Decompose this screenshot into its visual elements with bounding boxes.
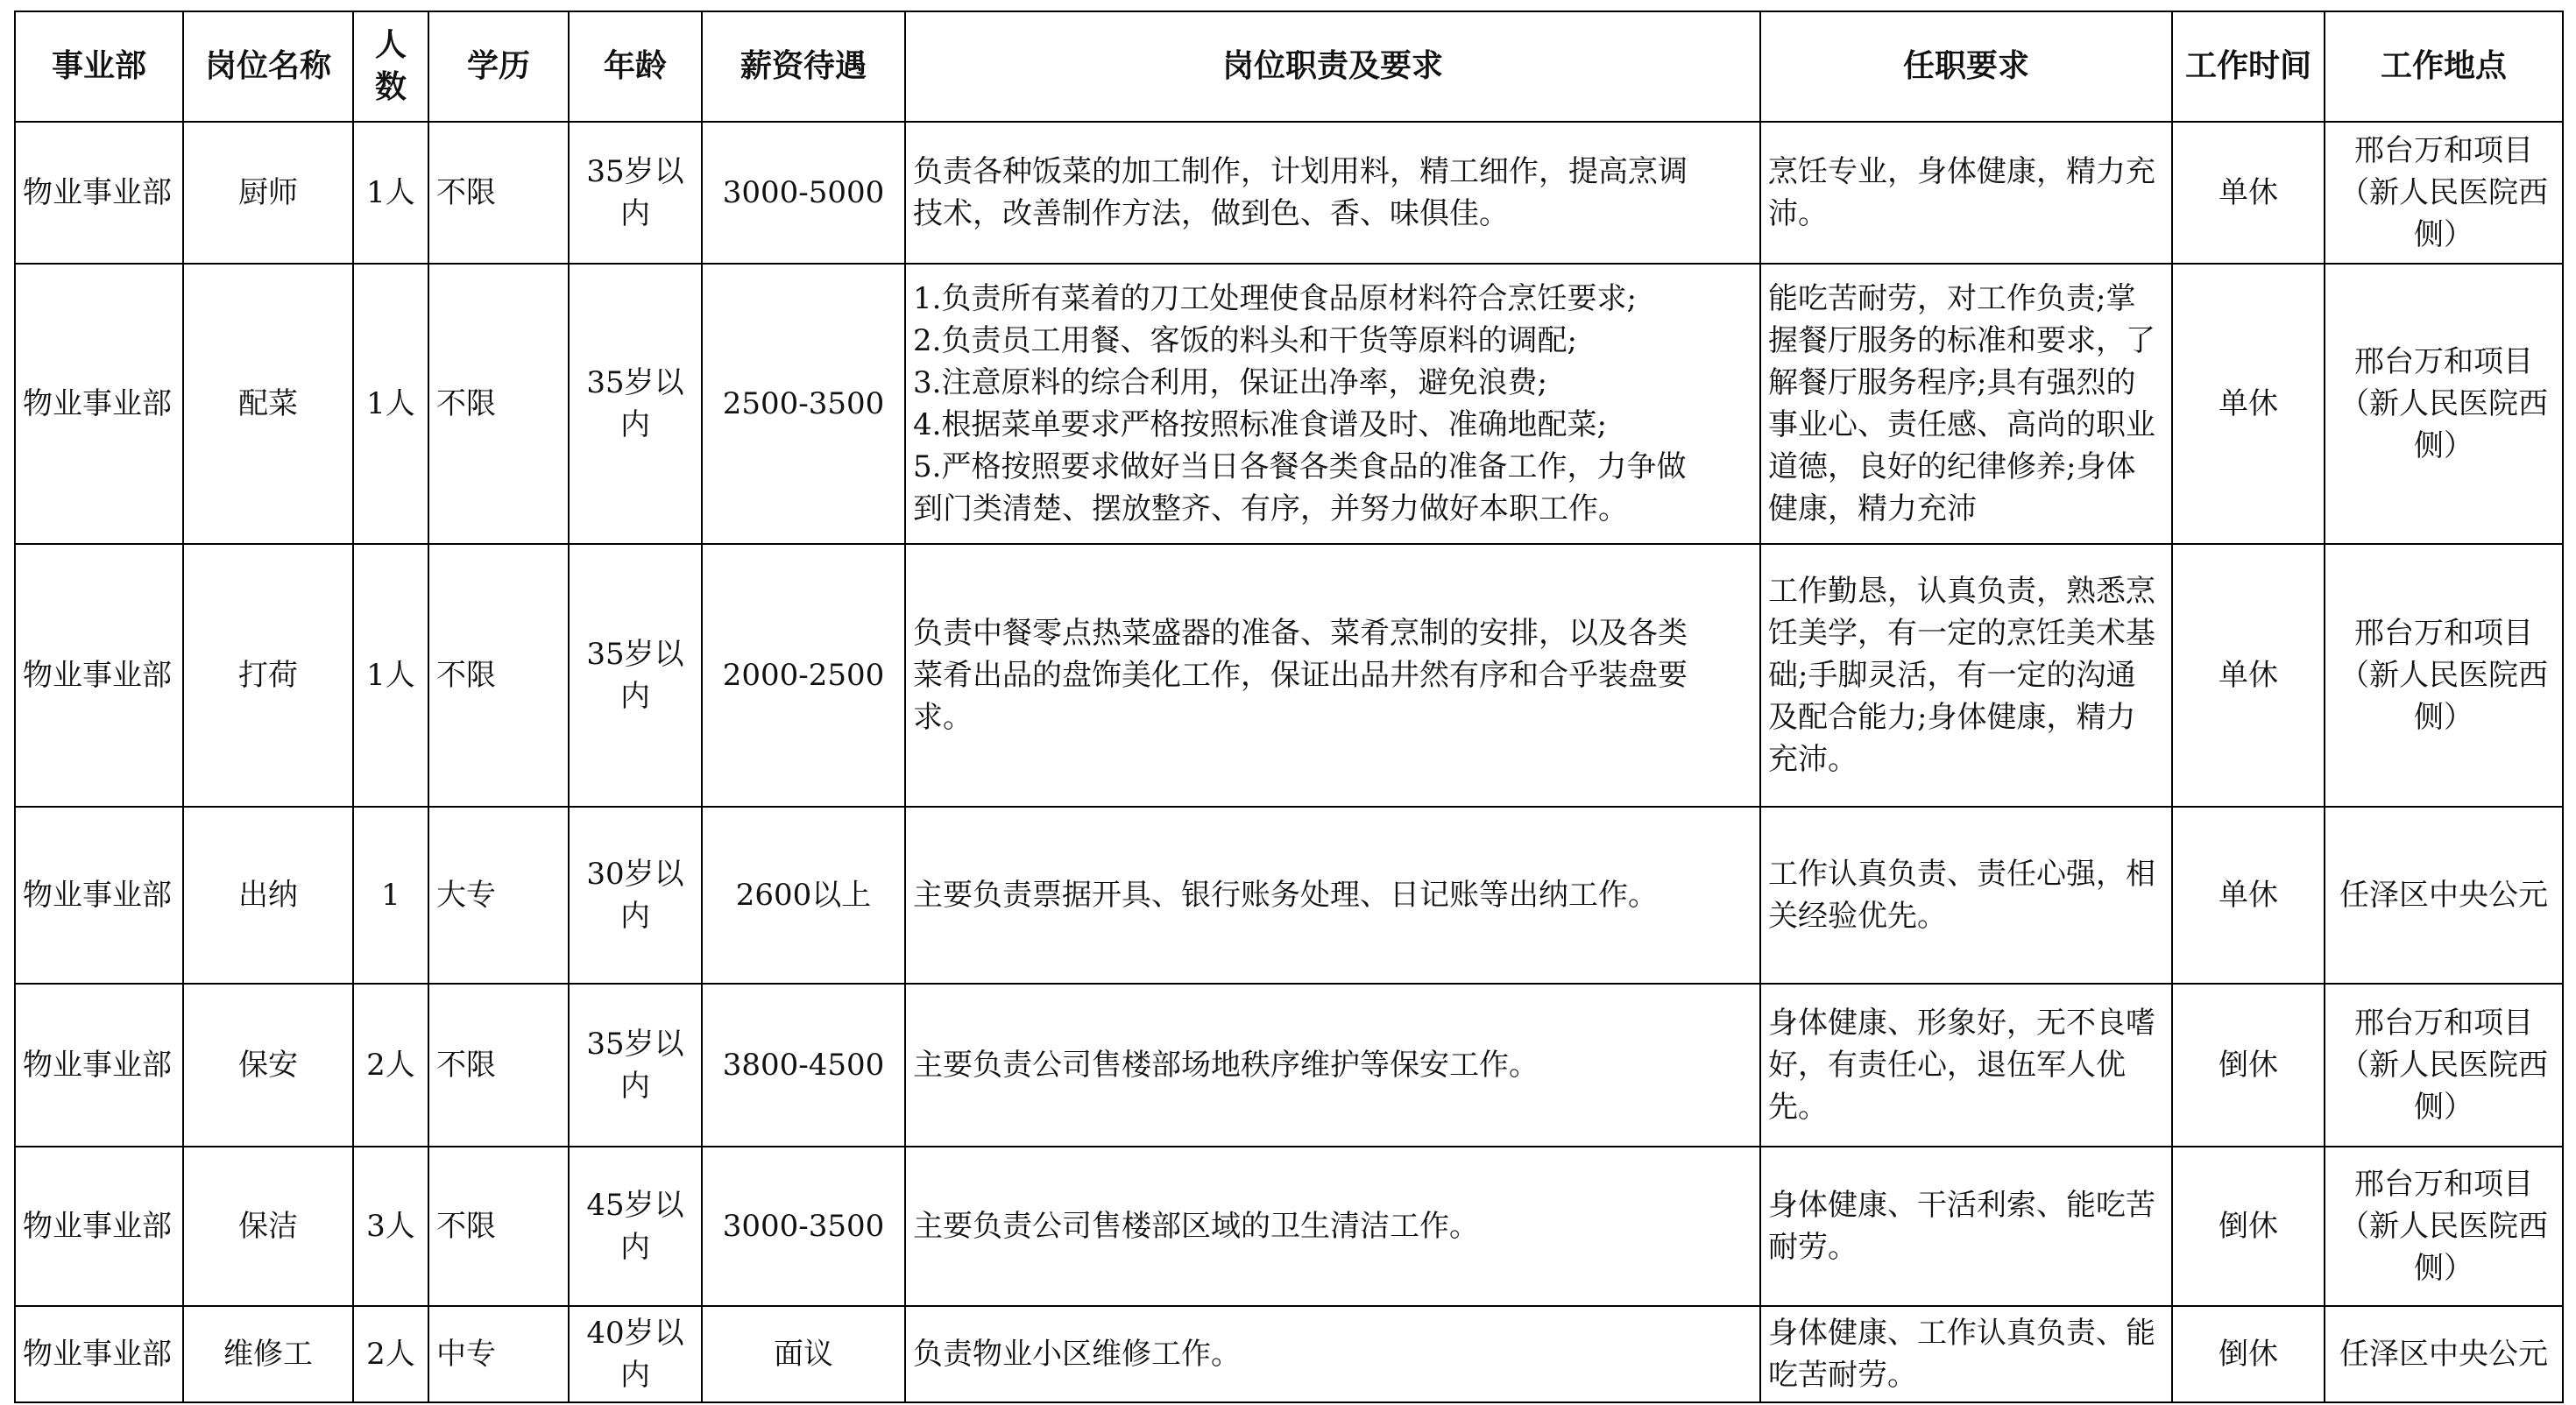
cell-location: 任泽区中央公元 xyxy=(2325,807,2563,984)
cell-education: 不限 xyxy=(428,122,569,264)
cell-age: 35岁以内 xyxy=(569,264,702,544)
cell-salary: 3000-5000 xyxy=(702,122,905,264)
cell-position: 配菜 xyxy=(183,264,353,544)
duty-line: 到门类清楚、摆放整齐、有序，并努力做好本职工作。 xyxy=(913,491,1628,526)
table-row xyxy=(15,807,2563,984)
cell-duties xyxy=(905,1147,1760,1306)
cell-schedule: 倒休 xyxy=(2172,1306,2325,1402)
table-row xyxy=(15,264,2563,544)
header-count: 人数 xyxy=(353,11,428,122)
duty-line: 主要负责票据开具、银行账务处理、日记账等出纳工作。 xyxy=(913,878,1658,913)
cell-duties xyxy=(905,122,1760,264)
cell-position: 保洁 xyxy=(183,1147,353,1306)
table-row xyxy=(15,984,2563,1147)
cell-position: 打荷 xyxy=(183,544,353,807)
cell-schedule: 单休 xyxy=(2172,544,2325,807)
cell-age: 45岁以内 xyxy=(569,1147,702,1306)
header-location: 工作地点 xyxy=(2325,11,2563,122)
cell-salary: 面议 xyxy=(702,1306,905,1402)
cell-count: 3人 xyxy=(353,1147,428,1306)
cell-schedule: 倒休 xyxy=(2172,984,2325,1147)
cell-dept: 物业事业部 xyxy=(15,122,183,264)
header-age: 年龄 xyxy=(569,11,702,122)
cell-schedule: 单休 xyxy=(2172,807,2325,984)
duty-line: 2.负责员工用餐、客饭的料头和干货等原料的调配; xyxy=(913,323,1577,358)
cell-duties xyxy=(905,544,1760,807)
cell-duties xyxy=(905,1306,1760,1402)
cell-age: 35岁以内 xyxy=(569,544,702,807)
cell-requirements: 身体健康、形象好，无不良嗜好，有责任心，退伍军人优先。 xyxy=(1760,984,2172,1147)
cell-location: 邢台万和项目（新人民医院西侧） xyxy=(2325,122,2563,264)
table-row xyxy=(15,544,2563,807)
cell-dept: 物业事业部 xyxy=(15,264,183,544)
cell-duties xyxy=(905,264,1760,544)
cell-position: 厨师 xyxy=(183,122,353,264)
cell-salary: 2600以上 xyxy=(702,807,905,984)
cell-location: 邢台万和项目（新人民医院西侧） xyxy=(2325,984,2563,1147)
cell-count: 2人 xyxy=(353,984,428,1147)
cell-count: 1人 xyxy=(353,544,428,807)
cell-duties xyxy=(905,984,1760,1147)
header-dept: 事业部 xyxy=(15,11,183,122)
header-position: 岗位名称 xyxy=(183,11,353,122)
cell-dept: 物业事业部 xyxy=(15,1306,183,1402)
duty-line: 主要负责公司售楼部区域的卫生清洁工作。 xyxy=(913,1209,1479,1244)
duty-line: 5.严格按照要求做好当日各餐各类食品的准备工作，力争做 xyxy=(913,449,1687,484)
cell-dept: 物业事业部 xyxy=(15,544,183,807)
duty-line: 1.负责所有菜着的刀工处理使食品原材料符合烹饪要求; xyxy=(913,281,1637,316)
duty-line: 3.注意原料的综合利用，保证出净率，避免浪费; xyxy=(913,365,1547,400)
cell-salary: 2500-3500 xyxy=(702,264,905,544)
cell-schedule: 倒休 xyxy=(2172,1147,2325,1306)
cell-position: 出纳 xyxy=(183,807,353,984)
cell-education: 不限 xyxy=(428,544,569,807)
recruitment-table xyxy=(14,11,2564,1403)
requirements-text: 能吃苦耐劳，对工作负责;掌握餐厅服务的标准和要求，了解餐厅服务程序;具有强烈的事业心、责任感、高尚的职业道德，良好的纪律修养;身体健康，精力充沛 xyxy=(1768,281,2155,526)
header-salary: 薪资待遇 xyxy=(702,11,905,122)
requirements-clip xyxy=(1768,267,2164,540)
cell-count: 2人 xyxy=(353,1306,428,1402)
cell-dept: 物业事业部 xyxy=(15,807,183,984)
cell-requirements: 烹饪专业，身体健康，精力充沛。 xyxy=(1760,122,2172,264)
duty-line: 求。 xyxy=(913,700,973,735)
cell-location: 邢台万和项目（新人民医院西侧） xyxy=(2325,1147,2563,1306)
cell-count: 1人 xyxy=(353,122,428,264)
header-duties: 岗位职责及要求 xyxy=(905,11,1760,122)
cell-position: 维修工 xyxy=(183,1306,353,1402)
cell-age: 35岁以内 xyxy=(569,122,702,264)
cell-education: 中专 xyxy=(428,1306,569,1402)
header-education: 学历 xyxy=(428,11,569,122)
cell-duties xyxy=(905,807,1760,984)
cell-schedule: 单休 xyxy=(2172,264,2325,544)
cell-salary: 3800-4500 xyxy=(702,984,905,1147)
cell-education: 不限 xyxy=(428,1147,569,1306)
cell-age: 30岁以内 xyxy=(569,807,702,984)
cell-age: 40岁以内 xyxy=(569,1306,702,1402)
duty-line: 负责各种饭菜的加工制作，计划用料，精工细作，提高烹调 xyxy=(913,154,1688,189)
duty-line: 负责中餐零点热菜盛器的准备、菜肴烹制的安排，以及各类 xyxy=(913,616,1688,651)
table-row xyxy=(15,122,2563,264)
duty-line: 菜肴出品的盘饰美化工作，保证出品井然有序和合乎装盘要 xyxy=(913,658,1688,693)
cell-schedule: 单休 xyxy=(2172,122,2325,264)
cell-requirements: 身体健康、工作认真负责、能吃苦耐劳。 xyxy=(1760,1306,2172,1402)
cell-location: 邢台万和项目（新人民医院西侧） xyxy=(2325,264,2563,544)
cell-education: 大专 xyxy=(428,807,569,984)
header-requirements: 任职要求 xyxy=(1760,11,2172,122)
cell-location: 任泽区中央公元 xyxy=(2325,1306,2563,1402)
table-row xyxy=(15,1306,2563,1402)
cell-requirements: 工作认真负责、责任心强，相关经验优先。 xyxy=(1760,807,2172,984)
cell-education: 不限 xyxy=(428,984,569,1147)
cell-dept: 物业事业部 xyxy=(15,1147,183,1306)
cell-requirements xyxy=(1760,264,2172,544)
duty-line: 负责物业小区维修工作。 xyxy=(913,1337,1241,1372)
cell-salary: 2000-2500 xyxy=(702,544,905,807)
cell-location: 邢台万和项目（新人民医院西侧） xyxy=(2325,544,2563,807)
cell-count: 1 xyxy=(353,807,428,984)
cell-requirements: 工作勤恳，认真负责，熟悉烹饪美学，有一定的烹饪美术基础;手脚灵活，有一定的沟通及配合能力;身体健康，精力充沛。 xyxy=(1760,544,2172,807)
cell-education: 不限 xyxy=(428,264,569,544)
cell-age: 35岁以内 xyxy=(569,984,702,1147)
duty-line: 4.根据菜单要求严格按照标准食谱及时、准确地配菜; xyxy=(913,407,1607,442)
header-row xyxy=(15,11,2563,122)
cell-requirements: 身体健康、干活利索、能吃苦耐劳。 xyxy=(1760,1147,2172,1306)
cell-position: 保安 xyxy=(183,984,353,1147)
duty-line: 主要负责公司售楼部场地秩序维护等保安工作。 xyxy=(913,1048,1539,1083)
table-row xyxy=(15,1147,2563,1306)
duty-line: 技术，改善制作方法，做到色、香、味俱佳。 xyxy=(913,196,1509,231)
cell-dept: 物业事业部 xyxy=(15,984,183,1147)
cell-salary: 3000-3500 xyxy=(702,1147,905,1306)
cell-count: 1人 xyxy=(353,264,428,544)
header-schedule: 工作时间 xyxy=(2172,11,2325,122)
